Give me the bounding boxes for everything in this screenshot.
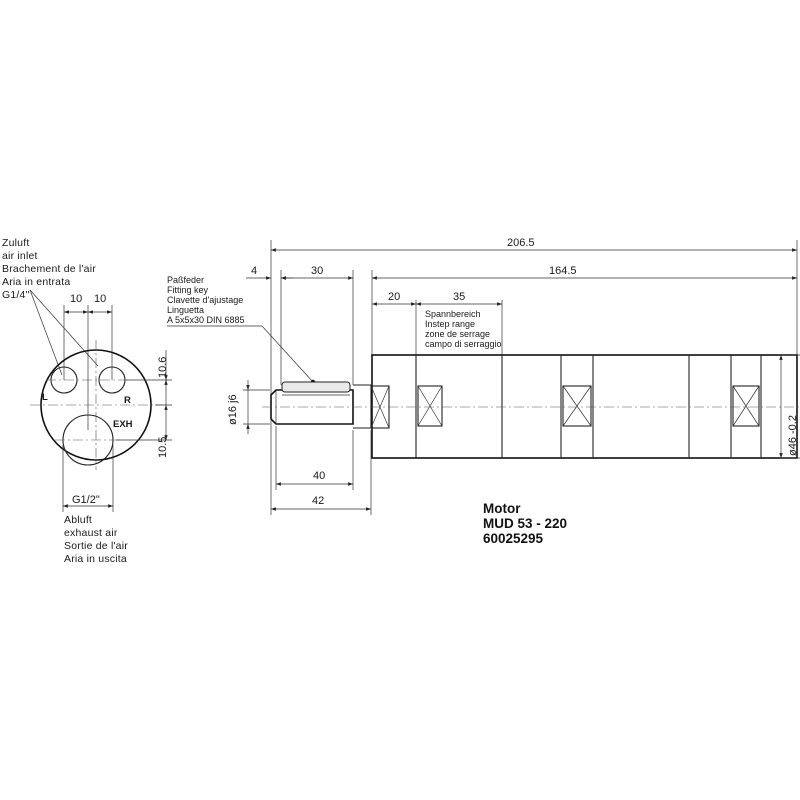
exhaust-note-line-4: Aria in uscita (64, 553, 127, 565)
dim-shaft-step: 4 (251, 265, 258, 277)
dim-shaft-total: 42 (312, 495, 325, 507)
dim-end-lower-height: 10.5 (157, 436, 169, 458)
exhaust-note-line-2: exhaust air (64, 527, 118, 539)
key-note-line-4: Linguetta (167, 305, 205, 315)
title-block (483, 501, 567, 546)
air-inlet-note-line-3: Brachement de l'air (2, 263, 96, 275)
title-motor: Motor (483, 501, 521, 516)
key-leader (167, 326, 313, 382)
dim-end-upper-height: 10.6 (157, 356, 169, 378)
flat-feature-2 (563, 386, 591, 426)
air-inlet-note-line-5: G1/4" (2, 289, 30, 301)
port-label-r: R (124, 395, 131, 406)
key-note-line-1: Paßfeder (167, 275, 205, 285)
end-view (2, 237, 172, 565)
air-inlet-note-line-4: Aria in entrata (2, 276, 71, 288)
air-inlet-note-line-1: Zuluft (2, 237, 30, 249)
clamping-note-line-1: Spannbereich (425, 309, 481, 319)
key-note-line-5: A 5x5x30 DIN 6885 (167, 315, 245, 325)
dim-exhaust-thread: G1/2" (72, 494, 100, 506)
flat-feature-3 (733, 386, 759, 426)
exhaust-note-line-3: Sortie de l'air (64, 540, 128, 552)
key-note-line-3: Clavette d'ajustage (167, 295, 244, 305)
air-inlet-note-line-2: air inlet (2, 250, 38, 262)
port-label-exh: EXH (113, 419, 133, 430)
dim-shaft-diameter: ø16 j6 (227, 394, 239, 425)
inlet-leader-left (30, 290, 62, 375)
dim-clamp-offset: 20 (388, 291, 401, 303)
key-note-line-2: Fitting key (167, 285, 209, 295)
dim-end-top-left: 10 (70, 293, 83, 305)
flat-feature-1 (418, 386, 442, 426)
dim-end-top-right: 10 (94, 293, 107, 305)
clamping-note-line-4: campo di serraggio (425, 339, 502, 349)
dim-key-length: 30 (311, 265, 324, 277)
dim-shaft-length: 40 (313, 470, 326, 482)
port-label-l: L (42, 392, 48, 403)
title-model: MUD 53 - 220 (483, 516, 568, 531)
dim-body-length: 164.5 (549, 265, 577, 277)
clamping-note-line-2: Instep range (425, 319, 476, 329)
clamping-note-line-3: zone de serrage (425, 329, 491, 339)
dim-overall-length: 206.5 (507, 237, 535, 249)
fitting-key (282, 382, 350, 392)
exhaust-note-line-1: Abluft (64, 514, 93, 526)
dim-body-diameter: ø46 -0.2 (787, 415, 799, 456)
dim-clamp-range: 35 (453, 291, 466, 303)
side-view (167, 237, 800, 515)
title-part-number: 60025295 (483, 531, 544, 546)
